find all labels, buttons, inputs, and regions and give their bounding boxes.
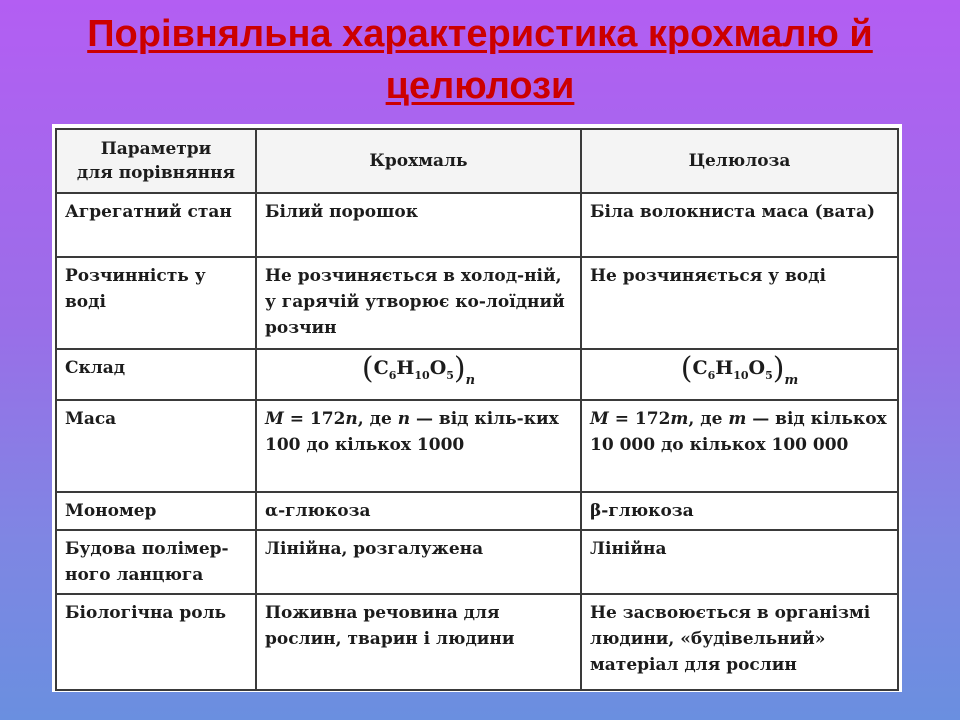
header-parameters-line2: для порівняння bbox=[76, 163, 236, 183]
table-row bbox=[56, 492, 898, 530]
row-starch-composition bbox=[256, 349, 581, 400]
slide-title bbox=[0, 8, 960, 112]
row-cellulose-structure: Лінійна bbox=[581, 530, 898, 594]
table-row bbox=[56, 400, 898, 492]
row-starch-role: Поживна речовина для рослин, тварин і людини bbox=[256, 594, 581, 690]
table-row bbox=[56, 349, 898, 400]
row-param-role: Біологічна роль bbox=[56, 594, 256, 690]
row-cellulose-mass: M = 172m, де m — від кількох 10 000 до кількох 100 000 bbox=[581, 400, 898, 492]
starch-formula: $(C_6H_{10}O_5)_n$ bbox=[361, 351, 476, 388]
row-param-aggregate: Агрегатний стан bbox=[56, 193, 256, 257]
row-cellulose-role: Не засвоюється в організмі людини, «будівельний» матеріал для рослин bbox=[581, 594, 898, 690]
row-cellulose-solubility: Не розчиняється у воді bbox=[581, 257, 898, 349]
slide-title-line1: Порівняльна характеристика крохмалю й bbox=[87, 13, 873, 55]
table-row bbox=[56, 193, 898, 257]
cellulose-formula: $(C_6H_{10}O_5)_m$ bbox=[680, 351, 799, 388]
comparison-table bbox=[55, 128, 899, 691]
slide-title-line2: целюлози bbox=[385, 65, 575, 107]
table-row bbox=[56, 594, 898, 690]
row-param-structure: Будова полімер-ного ланцюга bbox=[56, 530, 256, 594]
header-parameters-line1: Параметри bbox=[100, 139, 212, 159]
table-row bbox=[56, 530, 898, 594]
table-row bbox=[56, 257, 898, 349]
row-param-composition: Склад bbox=[56, 349, 256, 400]
row-cellulose-composition bbox=[581, 349, 898, 400]
row-starch-aggregate: Білий порошок bbox=[256, 193, 581, 257]
table-header-row bbox=[56, 129, 898, 193]
comparison-table-panel bbox=[52, 124, 902, 692]
header-starch: Крохмаль bbox=[256, 129, 581, 193]
row-cellulose-aggregate: Біла волокниста маса (вата) bbox=[581, 193, 898, 257]
header-parameters bbox=[56, 129, 256, 193]
row-param-solubility: Розчинність у воді bbox=[56, 257, 256, 349]
row-starch-solubility: Не розчиняється в холод-ній, у гарячій утворює ко-лоїдний розчин bbox=[256, 257, 581, 349]
row-starch-monomer: α-глюкоза bbox=[256, 492, 581, 530]
row-cellulose-monomer: β-глюкоза bbox=[581, 492, 898, 530]
row-starch-mass: M = 172n, де n — від кіль-ких 100 до кількох 1000 bbox=[256, 400, 581, 492]
header-cellulose: Целюлоза bbox=[581, 129, 898, 193]
row-param-mass: Маса bbox=[56, 400, 256, 492]
row-param-monomer: Мономер bbox=[56, 492, 256, 530]
row-starch-structure: Лінійна, розгалужена bbox=[256, 530, 581, 594]
